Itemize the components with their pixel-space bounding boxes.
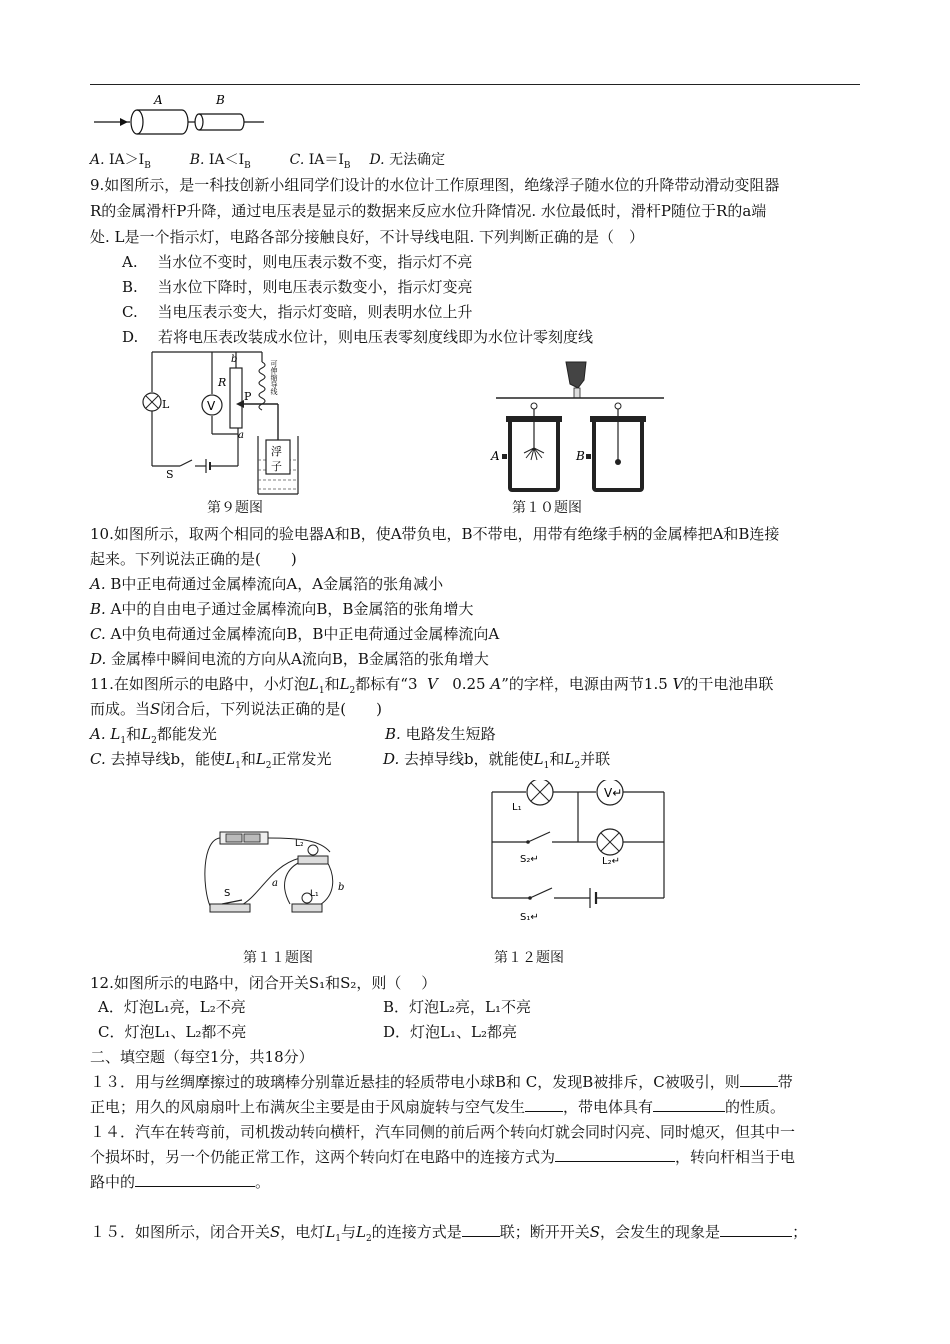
q11-l1f: 的干电池串联 — [683, 675, 774, 693]
q10-option-b-text: A中的自由电子通过金属棒流向B，B金属箔的张角增大 — [110, 600, 474, 618]
q9-rheostat — [230, 368, 242, 428]
q8-opt-c-key: C. — [289, 152, 305, 168]
q10-option-c-key: C. — [90, 625, 106, 643]
q11-opt-d-b: 和 — [549, 750, 565, 768]
q9-line-2: R的金属滑杆P升降，通过电压表是显示的数据来反应水位升降情况. 水位最低时，滑杆P随位于R的a端 — [90, 202, 767, 220]
q12-fig-l1: L₁ — [512, 802, 522, 813]
q14-line-2 — [90, 1147, 795, 1167]
q15-sub1: 1 — [335, 1234, 342, 1244]
q8-opt-a-i: I — [109, 152, 115, 168]
q9-fig-l: L — [162, 398, 170, 411]
q8-opt-a-key: A. — [90, 152, 105, 168]
q9-option-a: A. 当水位不变时，则电压表示数不变，指示灯不亮 — [122, 253, 473, 271]
q11-fig-a: a — [272, 878, 278, 889]
q11-fig-b: b — [338, 882, 345, 893]
q8-opt-d-text: 无法确定 — [389, 152, 446, 168]
q11-line-1 — [90, 674, 773, 701]
q11-l2-l: L — [339, 675, 350, 693]
q11-opt-d-a: 去掉导线b，就能使 — [404, 750, 534, 768]
q11-bulb-l2-base — [298, 856, 328, 864]
q9-fig-float-2: 子 — [271, 460, 282, 473]
q14-blank-1[interactable] — [555, 1147, 675, 1162]
q13-l1a: １３．用与丝绸摩擦过的玻璃棒分别靠近悬挂的轻质带电小球B和 C，发现B被排斥，C被吸引，则 — [90, 1073, 740, 1091]
q15-l1f: ，会发生的现象是 — [600, 1223, 721, 1241]
q9-option-d: D. 若将电压表改装成水位计，则电压表零刻度线即为水位计零刻度线 — [122, 328, 594, 346]
q11-l1d: 0.25 — [452, 675, 486, 693]
q11-s: S — [150, 700, 161, 718]
q15-l1c: 与 — [341, 1223, 357, 1241]
q12-option-d: D．灯泡L₁、L₂都亮 — [383, 1023, 517, 1041]
q11-l1-l: L — [308, 675, 319, 693]
q9-fig-b: b — [231, 354, 238, 365]
q11-opt-d-sub1: 1 — [543, 761, 550, 771]
q8-opt-b-sub: B — [244, 160, 251, 171]
q9-fig-spring-label: 可伸缩导线 — [270, 360, 278, 395]
q10-option-d — [90, 649, 489, 669]
q11-opt-a-l2: L — [141, 725, 152, 743]
q15-l1g: ； — [792, 1223, 808, 1241]
q9-fig-p: P — [244, 390, 252, 403]
q15-l1e: 联；断开开关 — [499, 1223, 590, 1241]
header-rule — [90, 84, 860, 85]
q10-option-d-text: 金属棒中瞬间电流的方向从A流向B，B金属箔的张角增大 — [111, 650, 489, 668]
q15-l1: L — [325, 1223, 336, 1241]
q9-line-3: 处. L是一个指示灯，电路各部分接触良好，不计导线电阻. 下列判断正确的是（ ） — [90, 228, 645, 246]
q11-opt-c-sub1: 1 — [235, 761, 241, 771]
q11-opt-b-text: 电路发生短路 — [405, 725, 496, 743]
q11-line-2 — [90, 699, 382, 719]
q10-fig-b: B — [576, 449, 585, 463]
q11-opt-d-c: 并联 — [580, 750, 611, 768]
q9-spring-wire — [259, 362, 265, 410]
q14-l3b: 。 — [255, 1173, 271, 1191]
q11-opt-c-key: C. — [90, 750, 106, 768]
q10-option-c — [90, 624, 499, 644]
q11-opt-d-key: D. — [383, 750, 400, 768]
q11-l1-sub: 1 — [318, 686, 325, 696]
q13-l2a: 正电；用久的风扇扇叶上布满灰尘主要是由于风扇旋转与空气发生 — [90, 1098, 526, 1116]
q8-opt-a-sub: B — [144, 160, 151, 171]
q11-switch-icon — [210, 904, 250, 912]
q10-option-c-text: A中负电荷通过金属棒流向B，B中正电荷通过金属棒流向A — [110, 625, 500, 643]
q13-l2b: ，带电体具有 — [563, 1098, 654, 1116]
q14-line-3 — [90, 1172, 270, 1192]
q12-option-c: C．灯泡L₁、L₂都不亮 — [98, 1023, 247, 1041]
q13-line-2 — [90, 1097, 785, 1117]
q10-option-a-text: B中正电荷通过金属棒流向A，A金属箔的张角减小 — [110, 575, 444, 593]
q11-opt-c-l2: L — [255, 750, 266, 768]
q11-opt-c-c: 正常发光 — [271, 750, 332, 768]
q15-line-1 — [90, 1222, 807, 1249]
q10-electroscope-figure — [488, 350, 668, 500]
q13-blank-1[interactable] — [740, 1072, 778, 1087]
q11-bulb-l2-icon — [308, 845, 318, 855]
q15-l1a: １５．如图所示，闭合开关 — [90, 1223, 271, 1241]
q11-caption: 第１１题图 — [243, 950, 313, 966]
q11-opt-a-c: 都能发光 — [156, 725, 217, 743]
q8-opt-a-rel: A＞I — [114, 152, 145, 168]
q11-l2a: 而成。当 — [90, 700, 151, 718]
q11-l2b: 闭合后，下列说法正确的是( ) — [160, 700, 383, 718]
q11-opt-a-b: 和 — [126, 725, 142, 743]
q11-fig-l2: L₂ — [295, 839, 304, 849]
q8-opt-d-key: D. — [369, 152, 385, 168]
q11-bulb-l1-base — [292, 904, 322, 912]
q11-opt-d-l2: L — [564, 750, 575, 768]
q12-fig-s2: S₂↵ — [520, 854, 539, 865]
q10-fig-a: A — [491, 449, 500, 463]
q11-opt-a-sub1: 1 — [120, 736, 127, 746]
q15-s2: S — [589, 1223, 601, 1241]
q15-l1d: 的连接方式是 — [371, 1223, 462, 1241]
q8-opt-b-key: B. — [189, 152, 205, 168]
q14-l3a: 路中的 — [90, 1173, 136, 1191]
q11-opt-c-sub2: 2 — [265, 761, 272, 771]
section-2-title: 二、填空题（每空1分，共18分） — [90, 1048, 314, 1066]
q9-option-b: B. 当水位下降时，则电压表示数变小，指示灯变亮 — [122, 278, 473, 296]
q11-option-d — [383, 749, 610, 776]
q11-l1e: ”的字样，电源由两节1.5 — [501, 675, 668, 693]
q9-caption: 第９题图 — [207, 500, 263, 516]
q8-opt-c-i: I — [308, 152, 315, 168]
q15-s: S — [270, 1223, 281, 1241]
q11-l1c: 都标有“3 — [355, 675, 418, 693]
q9-line-1: 9.如图所示，是一科技创新小组同学们设计的水位计工作原理图，绝缘浮子随水位的升降带动滑动变阻器 — [90, 176, 780, 194]
q8-opt-c-sub: B — [343, 160, 351, 171]
q11-option-c — [90, 749, 332, 776]
q12-option-b: B．灯泡L₂亮，L₁不亮 — [383, 998, 531, 1016]
q8-label-a: A — [154, 93, 163, 107]
q13-blank-2[interactable] — [525, 1097, 563, 1112]
q8-conductor-figure — [90, 92, 270, 142]
q11-l1b: 和 — [324, 675, 340, 693]
q11-l2-sub: 2 — [349, 686, 356, 696]
q11-fig-l1: L₁ — [310, 889, 319, 899]
q10-option-b-key: B. — [90, 600, 106, 618]
q10-line-1: 10.如图所示，取两个相同的验电器A和B，使A带负电，B不带电，用带有绝缘手柄的金属棒把A和B连接 — [90, 525, 780, 543]
q15-l2: L — [356, 1223, 366, 1241]
q13-l1b: 带 — [777, 1073, 793, 1091]
q11-option-b — [385, 724, 496, 744]
q11-opt-b-key: B. — [385, 725, 401, 743]
q9-fig-s: S — [166, 468, 174, 481]
q12-fig-l2: L₂↵ — [602, 856, 620, 867]
q14-l2a: 个损坏时，另一个仍能正常工作，这两个转向灯在电路中的连接方式为 — [90, 1148, 556, 1166]
q10-option-d-key: D. — [90, 650, 107, 668]
q10-option-a — [90, 574, 443, 594]
q11-unit-v2: V — [672, 675, 684, 693]
q9-water-level-circuit — [140, 348, 315, 498]
q11-opt-d-sub2: 2 — [574, 761, 581, 771]
q10-option-a-key: A. — [90, 575, 106, 593]
q11-l1a: 11.在如图所示的电路中，小灯泡 — [90, 675, 309, 693]
q9-fig-float-1: 浮 — [271, 445, 282, 458]
q9-fig-v: V — [207, 399, 216, 413]
q15-blank-1[interactable] — [462, 1222, 500, 1237]
q9-fig-a: a — [238, 430, 244, 441]
q12-fig-v: V↵ — [604, 786, 623, 800]
q14-line-1: １４．汽车在转弯前，司机拨动转向横杆，汽车同侧的前后两个转向灯就会同时闪亮、同时熄灭，但其中一 — [90, 1123, 796, 1141]
q9-option-c: C. 当电压表示变大，指示灯变暗，则表明水位上升 — [122, 303, 473, 321]
q12-line-1: 12.如图所示的电路中，闭合开关S₁和S₂，则（ ） — [90, 974, 437, 992]
q13-l2c: 的性质。 — [725, 1098, 786, 1116]
q11-opt-c-l1: L — [225, 750, 236, 768]
q15-blank-2[interactable] — [720, 1222, 792, 1237]
q11-opt-a-key: A. — [90, 725, 106, 743]
q11-opt-c-b: 和 — [240, 750, 256, 768]
q10-caption: 第１０题图 — [512, 500, 582, 516]
q11-circuit-photo — [200, 826, 360, 926]
q8-opt-c-rel: A＝I — [314, 152, 344, 168]
q11-unit-a: A — [490, 675, 502, 693]
q13-line-1 — [90, 1072, 793, 1092]
q11-opt-c-a: 去掉导线b，能使 — [110, 750, 226, 768]
q11-opt-a-sub2: 2 — [151, 736, 157, 746]
q12-option-a: A．灯泡L₁亮，L₂不亮 — [98, 998, 246, 1016]
q10-hand-icon — [566, 362, 586, 388]
q13-blank-3[interactable] — [653, 1097, 725, 1112]
q8-label-b: B — [216, 93, 225, 107]
q12-circuit-diagram — [484, 780, 674, 925]
q14-l2b: ，转向杆相当于电 — [675, 1148, 796, 1166]
q11-opt-d-l1: L — [533, 750, 544, 768]
q10-option-b — [90, 599, 473, 619]
q8-opt-b-i: I — [208, 152, 215, 168]
q14-blank-2[interactable] — [135, 1172, 255, 1187]
q10-line-2: 起来。下列说法正确的是( ) — [90, 550, 297, 568]
q12-caption: 第１２题图 — [494, 950, 564, 966]
q15-l1b: ，电灯 — [280, 1223, 326, 1241]
q11-fig-s: S — [224, 888, 231, 899]
q8-options — [90, 150, 445, 176]
q8-opt-b-rel: A＜I — [214, 152, 245, 168]
q15-sub2: 2 — [366, 1234, 372, 1244]
q11-option-a — [90, 724, 217, 751]
q9-fig-r: R — [218, 376, 227, 389]
q12-fig-s1: S₁↵ — [520, 912, 539, 923]
q11-opt-a-l1: L — [110, 725, 121, 743]
q11-unit-v: V — [427, 675, 438, 693]
